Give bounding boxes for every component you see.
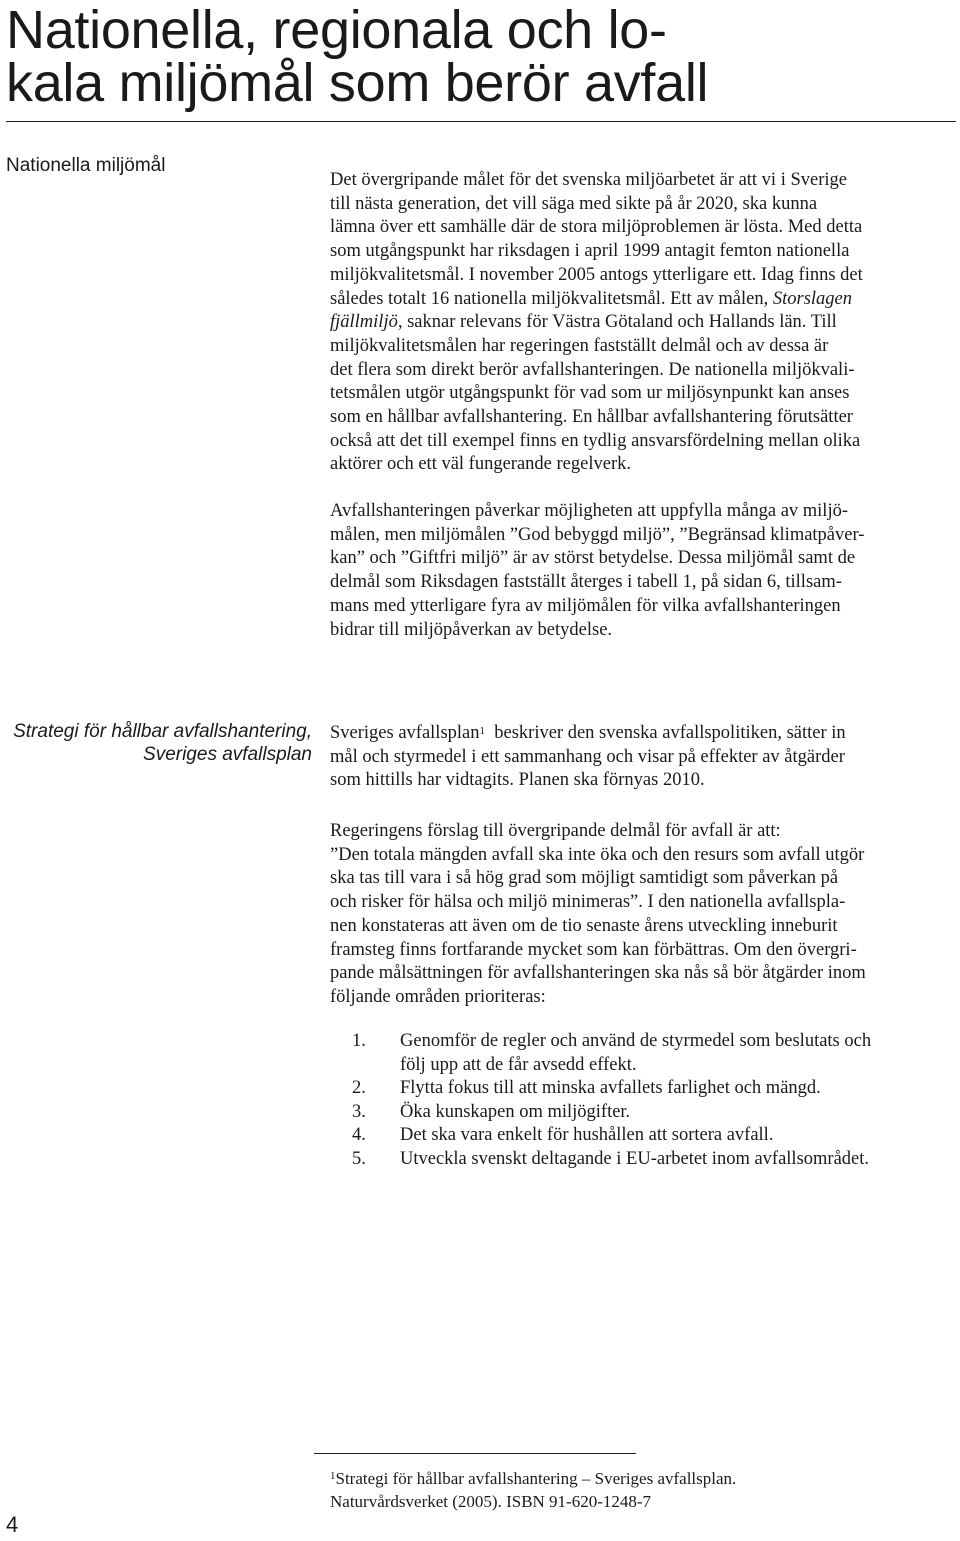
page-title [6, 0, 956, 113]
title-line-2: kala miljömål som berör avfall [6, 53, 709, 113]
footnote-rule [314, 1453, 636, 1454]
list-item: 2. Flytta fokus till att minska avfallets farlighet och mängd. [352, 1078, 821, 1098]
title-rule [6, 121, 956, 122]
footnote-ref: 1 [479, 725, 485, 737]
footnote-marker: 1 [330, 1470, 336, 1482]
footnote: $^1$Strategi för hållbar avfallshantering – Sveriges avfallsplan. Naturvårdsverket (2005). ISBN 91-620-1248-7 [330, 1469, 737, 1511]
italic-goal-name: Storslagen [772, 288, 853, 309]
list-item: 4. Det ska vara enkelt för hushållen att sortera avfall. [352, 1125, 774, 1145]
section-heading-strategi: Strategi för hållbar avfallshantering, Sveriges avfallsplan [13, 721, 312, 765]
section-heading-nationella-miljomal: Nationella miljömål [6, 155, 166, 176]
list-item: 5. Utveckla svenskt deltagande i EU-arbetet inom avfallsområdet. [352, 1148, 870, 1169]
section2-paragraph-1: Sveriges avfallsplan$^1$ beskriver den svenska avfallspolitiken, sätter in mål och styrmedel i ett sammanhang och visar på effekter av åtgärder som hittills har vidtagits. Planen ska förnyas 2010. [330, 723, 846, 791]
list-item: 3. Öka kunskapen om miljögifter. [352, 1101, 631, 1122]
section1-paragraph-2: Avfallshanteringen påverkar möjligheten att uppfylla många av miljö- målen, men miljömålen ”God bebyggd miljö”, ”Begränsad klimatpåver- kan” och ”Giftfri miljö” är av störst betydelse. Dessa miljömål samt de delmål som Riksdagen fastställt återges i tabell 1, på sidan 6, tillsam- mans med ytterligare fyra av miljömålen för vilka avfallshanteringen bidrar till miljöpåverkan av betydelse. [330, 501, 865, 640]
page-number: 4 [6, 1512, 19, 1537]
priority-list [352, 1030, 958, 1171]
italic-goal-name-cont: fjällmiljö, [330, 312, 403, 333]
title-line-1: Nationella, regionala och lo- [6, 0, 667, 60]
section2-paragraph-2: Regeringens förslag till övergripande delmål för avfall är att: ”Den totala mängden avfall ska inte öka och den resurs som avfall utgör ska tas till vara i så hög grad som möjligt samtidigt som påverkan på och risker för hälsa och miljö minimeras”. I den nationella avfallspla- nen konstateras att även om de tio senaste årens utveckling inneburit framsteg finns fortfarande mycket som kan förbättras. Om den övergri- pande målsättningen för avfallshanteringen ska nås så bör åtgärder inom följande områden prioriteras: [330, 821, 866, 1007]
section1-paragraph-1: Det övergripande målet för det svenska miljöarbetet är att vi i Sverige till nästa generation, det vill säga med sikte på år 2020, ska kunna lämna över ett samhälle där de stora miljöproblemen är lösta. Med detta som utgångspunkt har riksdagen i april 1999 antagit femton nationella miljökvalitetsmål. I november 2005 antogs ytterligare ett. Idag finns det således totalt 16 nationella miljökvalitetsmål. Ett av målen, Storslagen fjällmiljö, saknar relevans för Västra Götaland och Hallands län. Till miljökvalitetsmålen har regeringen fastställt delmål och av dessa är det flera som direkt berör avfallshanteringen. De nationella miljökvali- tetsmålen utgör utgångspunkt för vad som ur miljösynpunkt kan anses som en hållbar avfallshantering. En hållbar avfallshantering förutsätter också att det till exempel finns en tydlig ansvarsfördelning mellan olika aktörer och ett väl fungerande regelverk. [330, 170, 863, 475]
list-item: 1. Genomför de regler och använd de styrmedel som beslutats och följ upp att de får avsedd effekt. [352, 1031, 872, 1075]
